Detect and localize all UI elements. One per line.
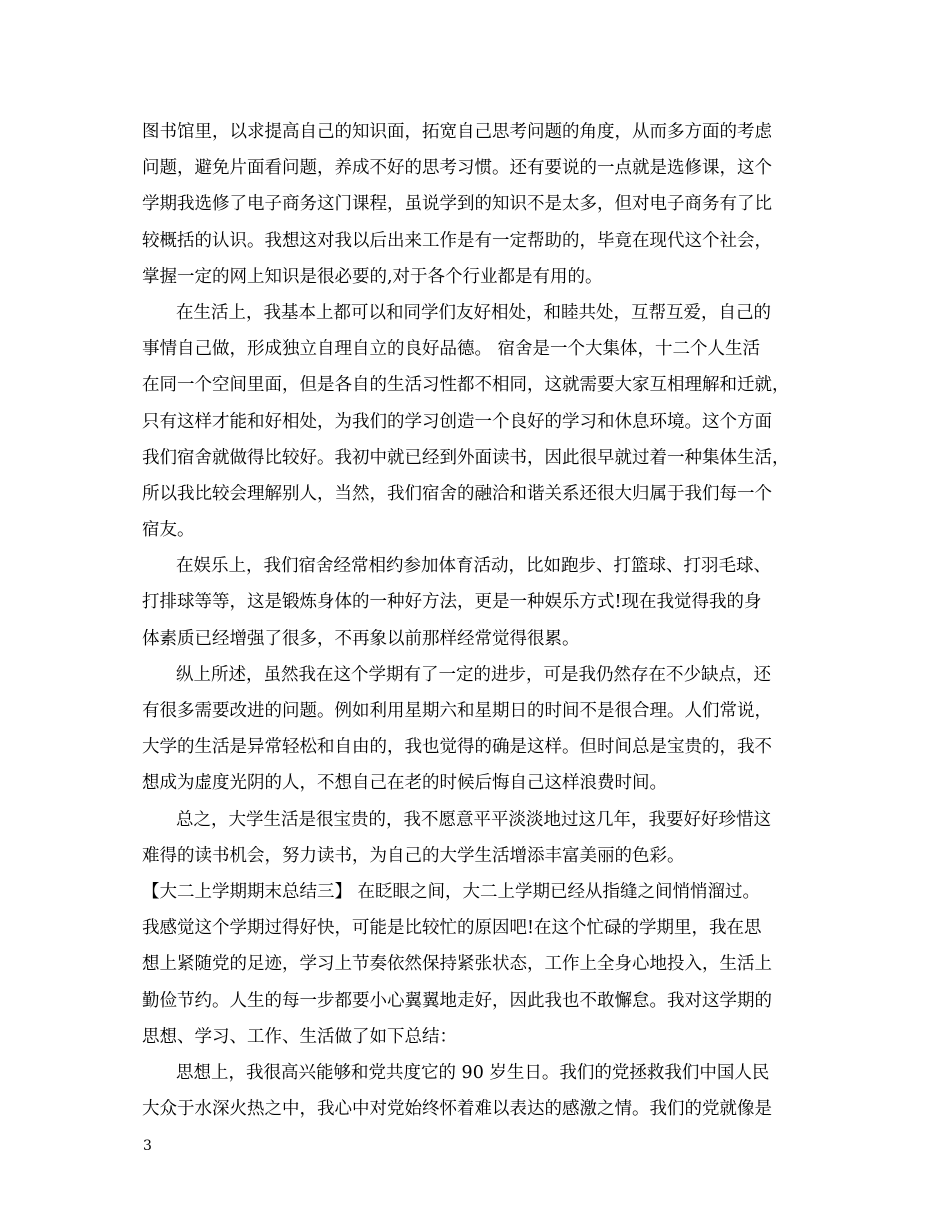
text-line: 思想、学习、工作、生活做了如下总结： [142, 1026, 457, 1047]
text-line: 问题，避免片面看问题，养成不好的思考习惯。还有要说的一点就是选修课，这个 [142, 158, 772, 179]
text-line: 掌握一定的网上知识是很必要的,对于各个行业都是有用的。 [142, 266, 603, 287]
text-line: 所以我比较会理解别人，当然，我们宿舍的融洽和谐关系还很大归属于我们每一个 [142, 483, 772, 504]
text-line: 学期我选修了电子商务这门课程，虽说学到的知识不是太多，但对电子商务有了比 [142, 194, 772, 215]
text-line: 总之，大学生活是很宝贵的，我不愿意平平淡淡地过这几年，我要好好珍惜这 [176, 809, 771, 830]
text-line: 勤俭节约。人生的每一步都要小心翼翼地走好，因此我也不敢懈怠。我对这学期的 [142, 990, 772, 1011]
text-line: 想上紧随党的足迹，学习上节奏依然保持紧张状态，工作上全身心地投入，生活上 [142, 954, 772, 975]
text-line: 打排球等等，这是锻炼身体的一种好方法，更是一种娱乐方式!现在我觉得我的身 [142, 592, 762, 613]
text-line: 在娱乐上，我们宿舍经常相约参加体育活动，比如跑步、打篮球、打羽毛球、 [176, 556, 771, 577]
text-line: 纵上所述，虽然我在这个学期有了一定的进步，可是我仍然存在不少缺点，还 [176, 664, 771, 685]
text-line: 思想上，我很高兴能够和党共度它的 90 岁生日。我们的党拯救我们中国人民 [176, 1062, 770, 1083]
text-line: 在生活上，我基本上都可以和同学们友好相处，和睦共处，互帮互爱，自己的 [176, 302, 771, 323]
text-line: 【大二上学期期末总结三】 在眨眼之间，大二上学期已经从指缝之间悄悄溜过。 [142, 881, 761, 902]
text-line: 难得的读书机会，努力读书，为自己的大学生活增添丰富美丽的色彩。 [142, 845, 685, 866]
text-line: 较概括的认识。我想这对我以后出来工作是有一定帮助的，毕竟在现代这个社会， [142, 230, 772, 251]
text-line: 有很多需要改进的问题。例如利用星期六和星期日的时间不是很合理。人们常说， [142, 701, 772, 721]
text-line: 大众于水深火热之中，我心中对党始终怀着难以表达的感激之情。我们的党就像是 [142, 1099, 772, 1120]
body-text [142, 114, 832, 1127]
text-line: 体素质已经增强了很多，不再象以前那样经常觉得很累。 [142, 628, 580, 649]
page-number: 3 [143, 1138, 152, 1154]
text-line: 大学的生活是异常轻松和自由的，我也觉得的确是这样。但时间总是宝贵的，我不 [142, 737, 772, 758]
text-line: 在同一个空间里面，但是各自的生活习性都不相同，这就需要大家互相理解和迁就， [142, 375, 790, 396]
text-line: 我们宿舍就做得比较好。我初中就已经到外面读书，因此很早就过着一种集体生活， [142, 447, 790, 468]
text-line: 想成为虚度光阴的人，不想自己在老的时候后悔自己这样浪费时间。 [142, 773, 667, 794]
text-line: 事情自己做，形成独立自理自立的良好品德。 宿舍是一个大集体，十二个人生活 [142, 339, 761, 360]
text-line: 只有这样才能和好相处，为我们的学习创造一个良好的学习和休息环境。这个方面 [142, 411, 772, 432]
text-line: 宿友。 [142, 520, 195, 541]
text-line: 我感觉这个学期过得好快，可能是比较忙的原因吧!在这个忙碌的学期里，我在思 [142, 918, 762, 939]
text-line: 图书馆里，以求提高自己的知识面，拓宽自己思考问题的角度，从而多方面的考虑 [142, 122, 772, 142]
